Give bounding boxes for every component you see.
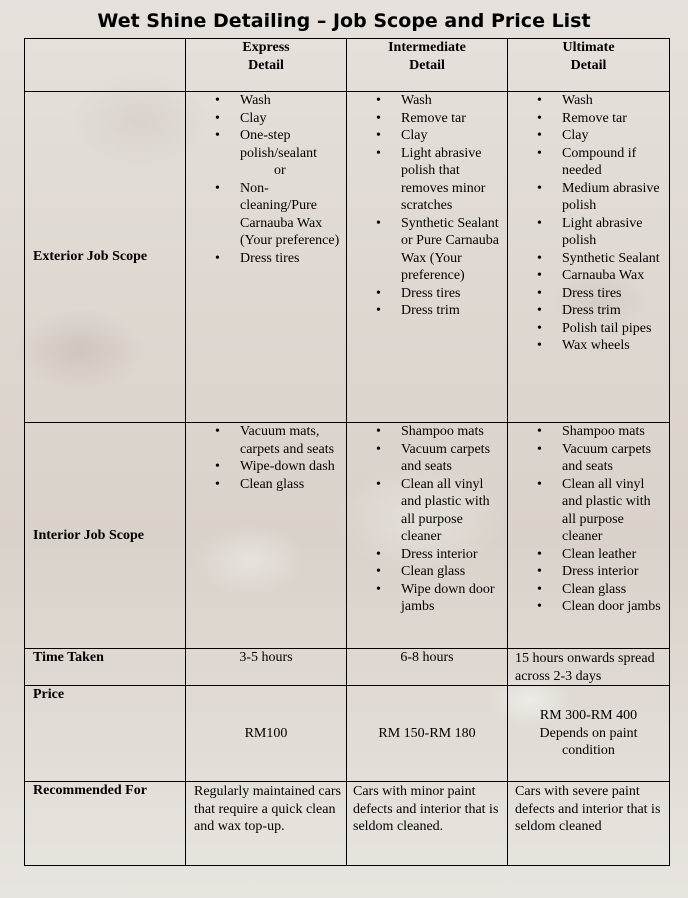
header-ultimate-line1: Ultimate [562, 40, 615, 55]
exterior-ultimate-list [508, 92, 665, 355]
list-item: • One-step polish/sealant [240, 127, 342, 162]
exterior-intermediate-list [347, 92, 503, 320]
list-item: • Clay [401, 127, 503, 145]
list-item: • Wax wheels [562, 337, 665, 355]
time-intermediate: 6-8 hours [347, 649, 508, 686]
interior-express-list [186, 423, 342, 493]
price-row [25, 686, 670, 782]
price-ultimate [508, 686, 670, 782]
list-item: • Light abrasive polish [562, 215, 665, 250]
recommended-intermediate: Cars with minor paint defects and interior that is seldom cleaned. [347, 782, 508, 866]
list-item: • Clean door jambs [562, 598, 665, 616]
list-item: • Wash [562, 92, 665, 110]
header-row [25, 39, 670, 92]
time-ultimate: 15 hours onwards spread across 2-3 days [508, 649, 670, 686]
header-blank-cell [25, 39, 186, 92]
time-express: 3-5 hours [186, 649, 347, 686]
interior-intermediate-cell [347, 423, 508, 649]
list-item: • Synthetic Sealant or Pure Carnauba Wax (Your preference) [401, 215, 503, 285]
list-item: • Clean glass [401, 563, 503, 581]
interior-ultimate-list [508, 423, 665, 616]
exterior-row [25, 92, 670, 423]
header-intermediate-line2: Detail [409, 57, 445, 73]
list-item: • Wipe down door jambs [401, 581, 503, 616]
recommended-label: Recommended For [25, 782, 186, 866]
price-express: RM100 [186, 686, 347, 782]
header-express-line1: Express [242, 40, 290, 55]
exterior-express-list-more [186, 180, 342, 268]
exterior-intermediate-cell [347, 92, 508, 423]
header-express [186, 39, 347, 92]
interior-intermediate-list [347, 423, 503, 616]
list-item: • Dress tires [562, 285, 665, 303]
list-item: • Wipe-down dash [240, 458, 342, 476]
recommended-ultimate: Cars with severe paint defects and interior that is seldom cleaned [508, 782, 670, 866]
header-express-line2: Detail [248, 57, 284, 73]
interior-ultimate-cell [508, 423, 670, 649]
list-item: • Remove tar [562, 110, 665, 128]
exterior-label: Exterior Job Scope [25, 92, 186, 423]
exterior-express-cell [186, 92, 347, 423]
recommended-row [25, 782, 670, 866]
price-ultimate-note: Depends on paint condition [539, 725, 638, 759]
list-item: • Dress tires [401, 285, 503, 303]
interior-row [25, 423, 670, 649]
interior-express-cell [186, 423, 347, 649]
list-item: • Non-cleaning/Pure Carnauba Wax (Your preference) [240, 180, 342, 250]
exterior-express-list [186, 92, 342, 162]
list-item: • Clean all vinyl and plastic with all purpose cleaner [562, 476, 665, 546]
header-intermediate [347, 39, 508, 92]
list-item: • Medium abrasive polish [562, 180, 665, 215]
time-label: Time Taken [25, 649, 186, 686]
recommended-express: Regularly maintained cars that require a quick clean and wax top-up. [186, 782, 347, 866]
list-item: • Shampoo mats [401, 423, 503, 441]
list-item: • Clean all vinyl and plastic with all purpose cleaner [401, 476, 503, 546]
list-item: • Dress interior [401, 546, 503, 564]
interior-label: Interior Job Scope [25, 423, 186, 649]
page-title: Wet Shine Detailing – Job Scope and Price List [97, 10, 591, 32]
list-item: • Compound if needed [562, 145, 665, 180]
list-item: • Dress interior [562, 563, 665, 581]
list-item: • Clay [562, 127, 665, 145]
exterior-express-or: or [274, 163, 286, 178]
list-item: • Dress trim [562, 302, 665, 320]
time-row [25, 649, 670, 686]
header-ultimate-line2: Detail [570, 57, 607, 73]
list-item: • Vacuum mats, carpets and seats [240, 423, 342, 458]
price-label: Price [25, 686, 186, 782]
list-item: • Dress tires [240, 250, 342, 268]
list-item: • Clay [240, 110, 342, 128]
list-item: • Synthetic Sealant [562, 250, 665, 268]
list-item: • Wash [401, 92, 503, 110]
list-item: • Vacuum carpets and seats [401, 441, 503, 476]
list-item: • Shampoo mats [562, 423, 665, 441]
list-item: • Vacuum carpets and seats [562, 441, 665, 476]
list-item: • Clean glass [240, 476, 342, 494]
list-item: • Wash [240, 92, 342, 110]
list-item: • Dress trim [401, 302, 503, 320]
header-ultimate [508, 39, 670, 92]
price-list-table [24, 38, 670, 866]
list-item: • Remove tar [401, 110, 503, 128]
list-item: • Clean leather [562, 546, 665, 564]
price-ultimate-range: RM 300-RM 400 [539, 708, 638, 724]
list-item: • Light abrasive polish that removes minor scratches [401, 145, 503, 215]
list-item: • Clean glass [562, 581, 665, 599]
price-intermediate: RM 150-RM 180 [347, 686, 508, 782]
list-item: • Carnauba Wax [562, 267, 665, 285]
exterior-ultimate-cell [508, 92, 670, 423]
header-intermediate-line1: Intermediate [388, 40, 466, 55]
list-item: • Polish tail pipes [562, 320, 665, 338]
